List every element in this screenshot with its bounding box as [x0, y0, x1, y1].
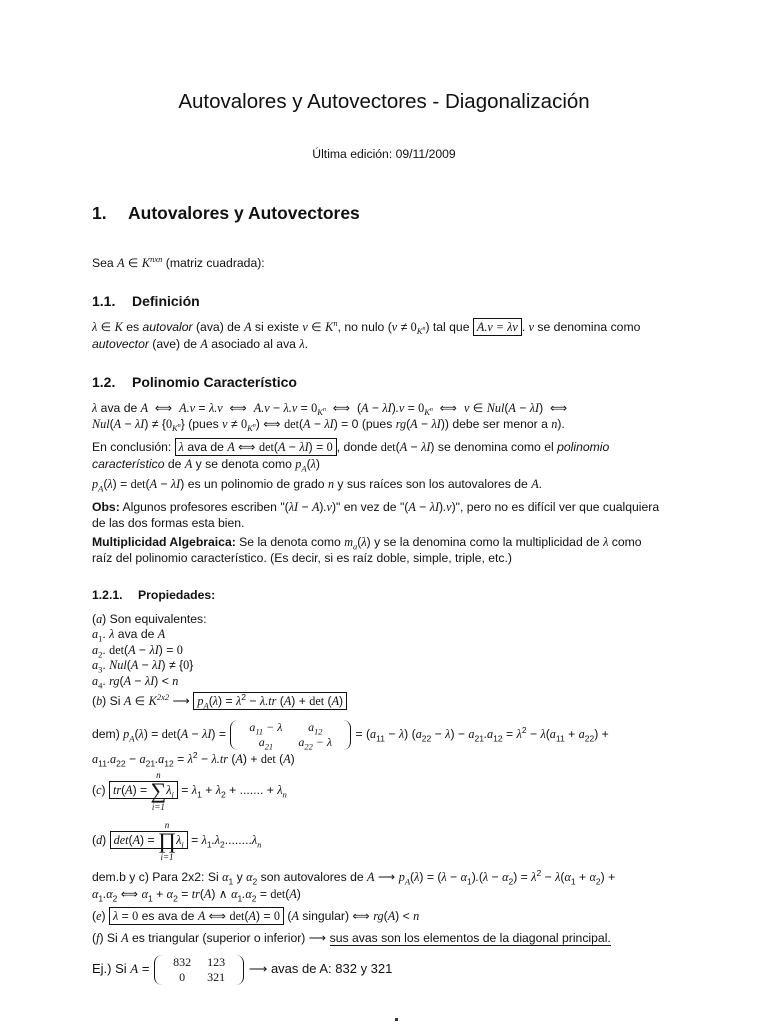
- subsection-1-2-heading: 1.2. Polinomio Característico: [92, 374, 297, 390]
- proof-bc-line-1: dem.b y c) Para 2x2: Si $\alpha_1$ y $\alpha_2$ son autovalores de A ⟶ $p_A(\lambda) = (\lambda - \alpha_1).(\lambda - \alpha_2) = \lambda^2 - \lambda(\alpha_1 + \alpha_2)$ +: [92, 867, 616, 887]
- property-a-title: (a) Son equivalentes:: [92, 612, 207, 626]
- conclusion-line-1: En conclusión: λ ava de A ⟺ det(A − λI) = 0 , donde det(A − λI) se denomina como el polinomio: [92, 440, 610, 454]
- property-e: (e) λ = 0 es ava de A ⟺ det(A) = 0 (A singular) ⟺ rg(A) < n: [92, 909, 420, 923]
- polynomial-line-2: $Nul(A - \lambda I) \ne \{0_{K^n}\}$ (pues $v \ne 0_{K^n}$) ⟺ det(A − λI) = 0 (pues rg(A − λI)) debe ser menor a n).: [92, 417, 565, 434]
- property-f: (f) Si A es triangular (superior o inferior) ⟶ sus avas son los elementos de la diagonal principal.: [92, 931, 611, 945]
- obs-line-1: Obs: Algunos profesores escriben "(λI − A).v)" en vez de "(A − λI).v)", pero no es difícil ver que cualquiera: [92, 500, 660, 514]
- multiplicity-line-2: raíz del polinomio característico. (Es decir, si es raíz doble, simple, triple, etc.): [92, 551, 512, 565]
- proof-b-line-2: $a_{11}.a_{22} - a_{21}.a_{12} = \lambda^2 - \lambda.tr$ (A) + det (A): [92, 749, 295, 769]
- property-a4: $a_4$. rg(A − λI) < n: [92, 674, 179, 691]
- last-edit-date: Última edición: 09/11/2009: [312, 147, 456, 161]
- property-c-box: tr(A) = n ∑ i=1 $\lambda_i$: [109, 781, 178, 799]
- subsection-1-1-heading: 1.1. Definición: [92, 293, 200, 309]
- property-d-box: det(A) = n ∏ i=1 $\lambda_i$: [110, 831, 188, 849]
- property-b: (b) Si A ∈ $K^{2x2}$ ⟶ $p_A(\lambda) = \lambda^2 - \lambda.tr$ (A) + det (A): [92, 694, 696, 709]
- conclusion-box: λ ava de A ⟺ det(A − λI) = 0: [175, 438, 337, 456]
- proof-bc-line-2: $\alpha_1.\alpha_2$ ⟺ $\alpha_1 + \alpha_2 = tr(A)$ ∧ $\alpha_1.\alpha_2 = \det(A)$: [92, 887, 301, 904]
- definition-box: A.v = λv: [473, 318, 522, 336]
- page-cut-mark: [395, 1018, 398, 1021]
- example-matrix: 832 123 0 321: [153, 955, 245, 985]
- det-matrix: $a_{11} - \lambda$ $a_{12}$ $a_{21}$ $a_{22} - \lambda$: [229, 720, 352, 750]
- property-b-box: $p_A(\lambda) = \lambda^2 - \lambda.tr$ (A) + det (A): [193, 692, 347, 710]
- property-a1: $a_1$. λ ava de A: [92, 627, 166, 644]
- property-e-box: λ = 0 es ava de A ⟺ det(A) = 0: [109, 907, 284, 925]
- definition-line-1: λ ∈ K es autovalor (ava) de A si existe v ∈ $K^n$, no nulo $(v \ne 0_{K^n})$ tal que A.v = λv . v se denomina como: [92, 317, 641, 337]
- section-1-heading: [92, 203, 360, 224]
- section-title: Autovalores y Autovectores: [128, 203, 360, 223]
- obs-line-2: de las dos formas esta bien.: [92, 516, 245, 530]
- polynomial-degree-line: $p_A(\lambda) = \det(A - \lambda I)$ es un polinomio de grado n y sus raíces son los autovalores de A.: [92, 477, 543, 494]
- property-a3: $a_3$. Nul(A − λI) ≠ {0}: [92, 658, 194, 675]
- document-title: Autovalores y Autovectores - Diagonalización: [178, 90, 590, 113]
- multiplicity-line-1: Multiplicidad Algebraica: Se la denota como $m_a(\lambda)$ y se la denomina como la multiplicidad de λ como: [92, 535, 642, 552]
- proof-b-line-1: dem) $p_A(\lambda) = \det(A - \lambda I)$ = $a_{11} - \lambda$ $a_{12}$ $a_{21}$ $a_{22} - \lambda$ = $(a_{11} - \lambda) (a_{22} - \lambda) - a_{21}.a_{12} = \lambda^2 - \lambda(a_{11} + a_{22})$ +: [92, 719, 609, 752]
- conclusion-line-2: característico de A y se denota como $p_A(\lambda)$: [92, 457, 320, 474]
- section-number: 1.: [92, 203, 107, 223]
- property-a2: $a_2$. det(A − λI) = 0: [92, 643, 183, 660]
- example-line: Ej.) Si A = 832 123 0 321 ⟶ avas de A: 832 y 321: [92, 954, 393, 984]
- property-d: (d) det(A) = n ∏ i=1 $\lambda_i = \lambda_1.\lambda_2........\lambda_n$: [92, 820, 262, 862]
- property-c: (c) tr(A) = n ∑ i=1 $\lambda_i = \lambda_1 + \lambda_2$ + ....... + $\lambda_n$: [92, 770, 287, 812]
- intro-line: Sea A ∈ $K^{nxn}$ (matriz cuadrada):: [92, 253, 265, 270]
- definition-line-2: autovector (ave) de A asociado al ava λ.: [92, 337, 308, 351]
- polynomial-line-1: λ ava de A ⟺ A.v = λ.v ⟺ $A.v - \lambda.v = 0_{K^n}$ ⟺ $(A - \lambda I).v = 0_{K^n}$ ⟺ v ∈ Nul(A − λI) ⟺: [92, 401, 568, 418]
- subsubsection-1-2-1-heading: 1.2.1. Propiedades:: [92, 588, 216, 602]
